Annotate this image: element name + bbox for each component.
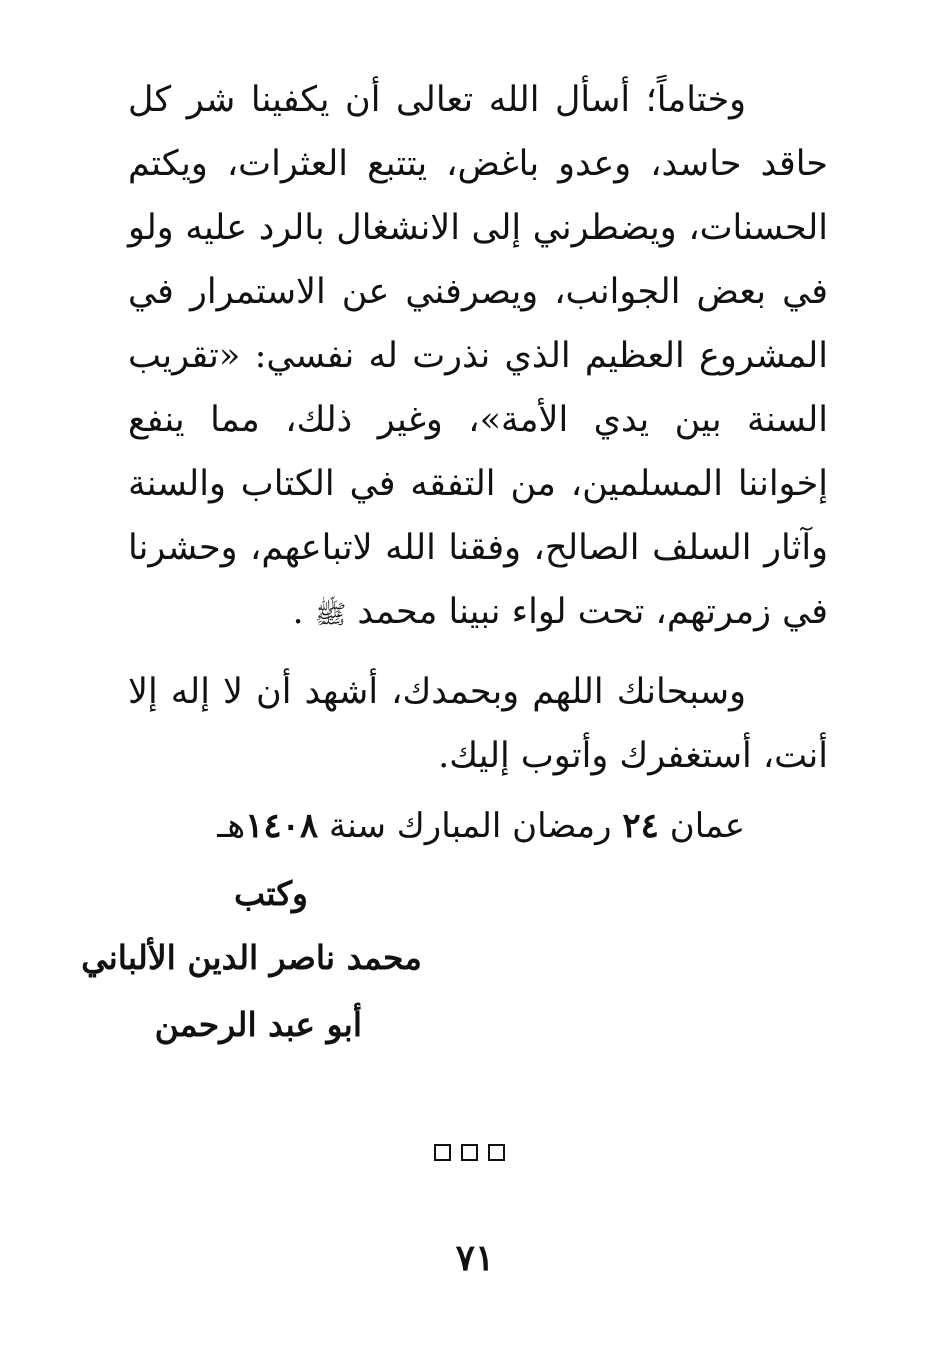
closing-paragraph	[128, 68, 828, 647]
date-suffix: هـ	[217, 806, 246, 846]
ornament-square-icon	[461, 1144, 478, 1161]
author-name: محمد ناصر الدين الألباني	[81, 938, 422, 977]
ornament-square-icon	[434, 1144, 451, 1161]
date-month: رمضان المبارك سنة	[329, 806, 612, 846]
closing-paragraph-text: وختاماً؛ أسأل الله تعالى أن يكفينا شر كل حاقد حاسد، وعدو باغض، يتتبع العثرات، ويكتم الحسنات، ويضطرني إلى الانشغال بالرد عليه ولو في بعض الجوانب، ويصرفني عن الاستمرار في المشروع العظيم الذي نذرت له نفسي: «تقريب السنة بين يدي الأمة»، وغير ذلك، مما ينفع إخواننا المسلمين، من التفقه في الكتاب والسنة وآثار السلف الصالح، وفقنا الله لاتباعهم، وحشرنا في زمرتهم، تحت لواء نبينا محمد	[128, 80, 828, 632]
honorific-symbol: ﷺ	[314, 600, 347, 630]
date-line	[217, 794, 745, 858]
supplication-text: وسبحانك اللهم وبحمدك، أشهد أن لا إله إلا أنت، أستغفرك وأتوب إليك.	[128, 672, 828, 776]
wrote-label: وكتب	[233, 874, 308, 913]
date-day: ٢٤	[622, 806, 659, 846]
page-number: ٧١	[455, 1237, 495, 1279]
ornament-square-icon	[488, 1144, 505, 1161]
supplication-paragraph	[128, 660, 828, 788]
author-kunya: أبو عبد الرحمن	[154, 1005, 362, 1044]
date-year: ١٤٠٨	[245, 806, 319, 846]
date-place: عمان	[669, 806, 745, 846]
closing-paragraph-end: .	[292, 592, 315, 632]
section-divider-ornament	[434, 1144, 505, 1161]
